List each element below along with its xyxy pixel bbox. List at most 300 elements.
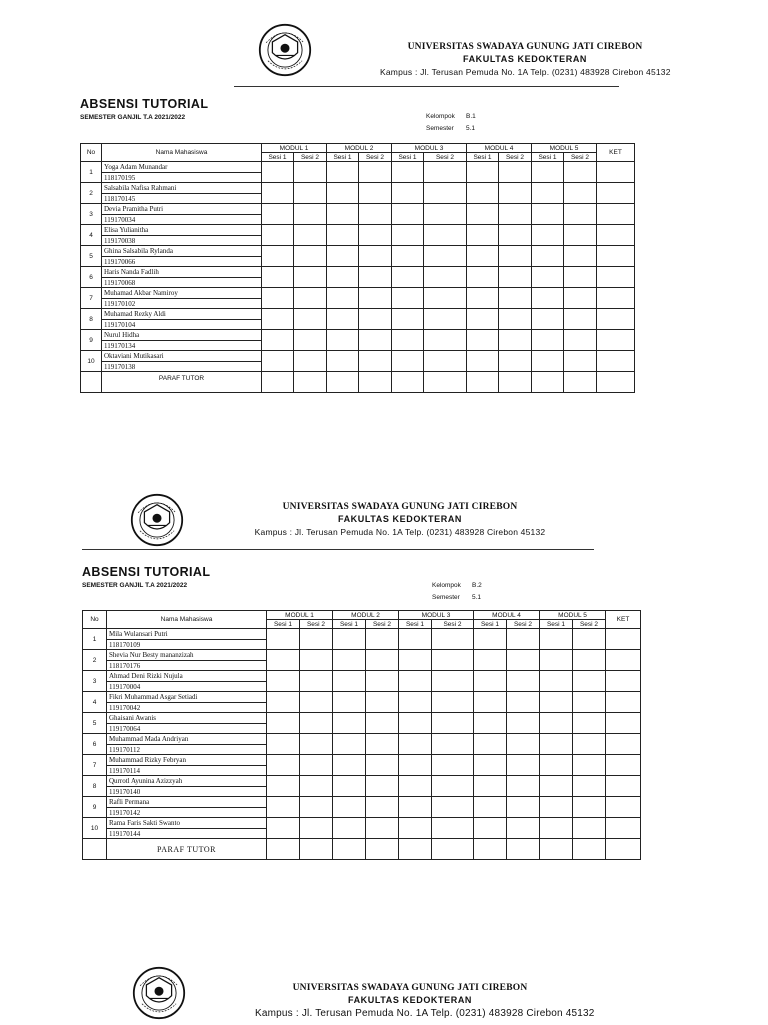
attendance-cell[interactable] xyxy=(540,671,573,692)
row-number: 9 xyxy=(83,797,107,818)
attendance-cell[interactable] xyxy=(507,797,540,818)
attendance-cell[interactable] xyxy=(532,288,564,309)
row-number: 3 xyxy=(83,671,107,692)
table-row xyxy=(81,288,635,299)
attendance-cell[interactable] xyxy=(573,692,606,713)
kelompok-value: B.1 xyxy=(466,113,476,120)
attendance-cell[interactable] xyxy=(499,267,532,288)
attendance-cell[interactable] xyxy=(359,246,392,267)
letterhead xyxy=(380,42,670,77)
attendance-cell[interactable] xyxy=(467,162,499,183)
faculty-name: FAKULTAS KEDOKTERAN xyxy=(337,514,463,524)
attendance-cell[interactable] xyxy=(300,734,333,755)
attendance-cell[interactable] xyxy=(467,183,499,204)
attendance-cell[interactable] xyxy=(507,671,540,692)
attendance-cell[interactable] xyxy=(327,225,359,246)
attendance-cell[interactable] xyxy=(399,776,432,797)
attendance-cell[interactable] xyxy=(294,225,327,246)
student-nim: 119170114 xyxy=(107,766,267,776)
attendance-cell[interactable] xyxy=(474,650,507,671)
ket-cell[interactable] xyxy=(597,267,635,288)
attendance-cell[interactable] xyxy=(294,246,327,267)
attendance-cell[interactable] xyxy=(333,797,366,818)
row-number: 1 xyxy=(81,162,102,183)
attendance-cell[interactable] xyxy=(424,246,467,267)
attendance-cell[interactable] xyxy=(399,734,432,755)
attendance-cell[interactable] xyxy=(262,204,294,225)
attendance-cell[interactable] xyxy=(474,692,507,713)
attendance-cell[interactable] xyxy=(573,713,606,734)
row-number: 9 xyxy=(81,330,102,351)
attendance-cell[interactable] xyxy=(366,671,399,692)
semester-value: 5.1 xyxy=(472,594,482,601)
attendance-cell[interactable] xyxy=(499,288,532,309)
ket-cell[interactable] xyxy=(597,288,635,309)
attendance-cell[interactable] xyxy=(359,330,392,351)
signature-cell[interactable] xyxy=(333,839,366,860)
col-modul-2: MODUL 2 xyxy=(333,611,399,620)
ket-cell[interactable] xyxy=(606,755,641,776)
student-name: Muhammad Rizky Febryan xyxy=(107,755,267,766)
attendance-cell[interactable] xyxy=(507,650,540,671)
ket-cell[interactable] xyxy=(606,776,641,797)
ket-cell[interactable] xyxy=(597,183,635,204)
attendance-cell[interactable] xyxy=(300,692,333,713)
attendance-cell[interactable] xyxy=(540,629,573,650)
ket-cell[interactable] xyxy=(606,671,641,692)
attendance-cell[interactable] xyxy=(262,225,294,246)
attendance-cell[interactable] xyxy=(432,755,474,776)
attendance-cell[interactable] xyxy=(532,183,564,204)
attendance-cell[interactable] xyxy=(564,267,597,288)
signature-cell[interactable] xyxy=(532,372,564,393)
table-row xyxy=(83,650,641,661)
ket-cell[interactable] xyxy=(597,162,635,183)
attendance-cell[interactable] xyxy=(507,713,540,734)
attendance-cell[interactable] xyxy=(467,246,499,267)
attendance-cell[interactable] xyxy=(499,162,532,183)
attendance-cell[interactable] xyxy=(392,309,424,330)
col-sesi-1: Sesi 1 xyxy=(327,153,359,162)
attendance-cell[interactable] xyxy=(267,734,300,755)
attendance-cell[interactable] xyxy=(327,246,359,267)
attendance-cell[interactable] xyxy=(300,797,333,818)
attendance-table xyxy=(80,143,635,393)
semester-label: SEMESTER GANJIL T.A 2021/2022 xyxy=(80,114,186,121)
row-number: 6 xyxy=(81,267,102,288)
attendance-cell[interactable] xyxy=(532,267,564,288)
student-nim: 119170134 xyxy=(102,341,262,351)
attendance-cell[interactable] xyxy=(300,755,333,776)
attendance-cell[interactable] xyxy=(564,225,597,246)
attendance-cell[interactable] xyxy=(333,755,366,776)
attendance-cell[interactable] xyxy=(359,267,392,288)
ket-cell[interactable] xyxy=(597,204,635,225)
attendance-cell[interactable] xyxy=(294,183,327,204)
student-nim: 119170004 xyxy=(107,682,267,692)
attendance-cell[interactable] xyxy=(564,330,597,351)
attendance-cell[interactable] xyxy=(399,797,432,818)
signature-cell[interactable] xyxy=(399,839,432,860)
signature-cell[interactable] xyxy=(573,839,606,860)
student-nim: 119170064 xyxy=(107,724,267,734)
attendance-cell[interactable] xyxy=(267,776,300,797)
attendance-cell[interactable] xyxy=(294,330,327,351)
row-number: 6 xyxy=(83,734,107,755)
university-name: UNIVERSITAS SWADAYA GUNUNG JATI CIREBON xyxy=(292,983,528,993)
attendance-cell[interactable] xyxy=(507,629,540,650)
attendance-cell[interactable] xyxy=(262,330,294,351)
ket-cell[interactable] xyxy=(597,309,635,330)
attendance-cell[interactable] xyxy=(474,797,507,818)
signature-cell[interactable] xyxy=(507,839,540,860)
attendance-cell[interactable] xyxy=(327,183,359,204)
attendance-cell[interactable] xyxy=(294,162,327,183)
attendance-cell[interactable] xyxy=(532,225,564,246)
attendance-cell[interactable] xyxy=(573,797,606,818)
attendance-cell[interactable] xyxy=(267,755,300,776)
attendance-cell[interactable] xyxy=(366,818,399,839)
attendance-cell[interactable] xyxy=(424,330,467,351)
attendance-cell[interactable] xyxy=(300,713,333,734)
attendance-cell[interactable] xyxy=(467,267,499,288)
attendance-cell[interactable] xyxy=(424,351,467,372)
attendance-cell[interactable] xyxy=(399,629,432,650)
attendance-cell[interactable] xyxy=(359,183,392,204)
attendance-cell[interactable] xyxy=(267,671,300,692)
attendance-cell[interactable] xyxy=(532,204,564,225)
attendance-cell[interactable] xyxy=(262,351,294,372)
col-no: No xyxy=(81,144,102,162)
attendance-cell[interactable] xyxy=(366,629,399,650)
attendance-cell[interactable] xyxy=(564,309,597,330)
ket-cell[interactable] xyxy=(597,330,635,351)
attendance-cell[interactable] xyxy=(432,671,474,692)
attendance-cell[interactable] xyxy=(573,629,606,650)
attendance-cell[interactable] xyxy=(262,183,294,204)
attendance-cell[interactable] xyxy=(359,288,392,309)
attendance-cell[interactable] xyxy=(300,650,333,671)
signature-cell[interactable] xyxy=(432,839,474,860)
table-row xyxy=(83,776,641,787)
student-name: Mila Wulansari Putri xyxy=(107,629,267,640)
signature-cell[interactable] xyxy=(392,372,424,393)
attendance-cell[interactable] xyxy=(564,351,597,372)
row-number: 8 xyxy=(81,309,102,330)
attendance-cell[interactable] xyxy=(432,650,474,671)
attendance-cell[interactable] xyxy=(300,629,333,650)
attendance-cell[interactable] xyxy=(499,351,532,372)
attendance-cell[interactable] xyxy=(359,309,392,330)
attendance-cell[interactable] xyxy=(327,267,359,288)
signature-cell[interactable] xyxy=(327,372,359,393)
attendance-cell[interactable] xyxy=(507,734,540,755)
table-row xyxy=(83,629,641,640)
campus-address: Kampus : Jl. Terusan Pemuda No. 1A Telp. (0231) 483928 Cirebon 45132 xyxy=(255,1008,595,1019)
row-number: 5 xyxy=(81,246,102,267)
attendance-cell[interactable] xyxy=(540,797,573,818)
attendance-cell[interactable] xyxy=(540,650,573,671)
student-name: Rafli Permana xyxy=(107,797,267,808)
ket-cell[interactable] xyxy=(597,225,635,246)
attendance-cell[interactable] xyxy=(467,330,499,351)
ket-cell[interactable] xyxy=(606,818,641,839)
attendance-cell[interactable] xyxy=(532,330,564,351)
signature-cell[interactable] xyxy=(474,839,507,860)
signature-cell[interactable] xyxy=(597,372,635,393)
attendance-cell[interactable] xyxy=(366,713,399,734)
attendance-cell[interactable] xyxy=(467,351,499,372)
attendance-cell[interactable] xyxy=(267,629,300,650)
attendance-cell[interactable] xyxy=(366,797,399,818)
signature-cell[interactable] xyxy=(564,372,597,393)
attendance-cell[interactable] xyxy=(573,671,606,692)
attendance-cell[interactable] xyxy=(474,755,507,776)
signature-cell[interactable] xyxy=(262,372,294,393)
signature-cell[interactable] xyxy=(467,372,499,393)
attendance-cell[interactable] xyxy=(564,288,597,309)
attendance-cell[interactable] xyxy=(267,650,300,671)
attendance-cell[interactable] xyxy=(399,671,432,692)
attendance-cell[interactable] xyxy=(573,650,606,671)
attendance-cell[interactable] xyxy=(300,776,333,797)
page-title: ABSENSI TUTORIAL xyxy=(80,97,209,111)
attendance-cell[interactable] xyxy=(294,309,327,330)
attendance-cell[interactable] xyxy=(507,818,540,839)
student-nim: 119170034 xyxy=(102,215,262,225)
attendance-cell[interactable] xyxy=(467,204,499,225)
attendance-cell[interactable] xyxy=(333,776,366,797)
attendance-cell[interactable] xyxy=(424,288,467,309)
student-name: Devia Pramitha Putri xyxy=(102,204,262,215)
attendance-cell[interactable] xyxy=(294,267,327,288)
signature-cell[interactable] xyxy=(424,372,467,393)
attendance-cell[interactable] xyxy=(532,162,564,183)
attendance-cell[interactable] xyxy=(532,246,564,267)
attendance-cell[interactable] xyxy=(564,162,597,183)
attendance-cell[interactable] xyxy=(424,225,467,246)
ket-cell[interactable] xyxy=(606,650,641,671)
attendance-cell[interactable] xyxy=(573,776,606,797)
attendance-cell[interactable] xyxy=(267,692,300,713)
attendance-cell[interactable] xyxy=(540,755,573,776)
ket-cell[interactable] xyxy=(606,713,641,734)
col-sesi-2: Sesi 2 xyxy=(564,153,597,162)
attendance-cell[interactable] xyxy=(573,734,606,755)
attendance-cell[interactable] xyxy=(499,309,532,330)
table-row xyxy=(83,755,641,766)
attendance-cell[interactable] xyxy=(392,351,424,372)
attendance-cell[interactable] xyxy=(540,692,573,713)
attendance-cell[interactable] xyxy=(474,671,507,692)
signature-cell[interactable] xyxy=(540,839,573,860)
attendance-cell[interactable] xyxy=(333,650,366,671)
attendance-cell[interactable] xyxy=(366,650,399,671)
attendance-cell[interactable] xyxy=(467,288,499,309)
attendance-cell[interactable] xyxy=(333,713,366,734)
attendance-cell[interactable] xyxy=(262,246,294,267)
attendance-cell[interactable] xyxy=(262,267,294,288)
row-number: 8 xyxy=(83,776,107,797)
attendance-cell[interactable] xyxy=(467,225,499,246)
attendance-cell[interactable] xyxy=(540,776,573,797)
attendance-cell[interactable] xyxy=(573,818,606,839)
attendance-cell[interactable] xyxy=(262,309,294,330)
attendance-cell[interactable] xyxy=(424,204,467,225)
table-row xyxy=(83,713,641,724)
attendance-cell[interactable] xyxy=(507,776,540,797)
attendance-cell[interactable] xyxy=(499,225,532,246)
attendance-cell[interactable] xyxy=(267,797,300,818)
table-row xyxy=(83,818,641,829)
signature-cell[interactable] xyxy=(267,839,300,860)
campus-address: Kampus : Jl. Terusan Pemuda No. 1A Telp. (0231) 483928 Cirebon 45132 xyxy=(254,527,546,537)
attendance-cell[interactable] xyxy=(366,776,399,797)
attendance-cell[interactable] xyxy=(540,713,573,734)
attendance-cell[interactable] xyxy=(300,818,333,839)
student-name: Elisa Yulianitha xyxy=(102,225,262,236)
attendance-cell[interactable] xyxy=(392,183,424,204)
attendance-cell[interactable] xyxy=(327,204,359,225)
row-number: 7 xyxy=(81,288,102,309)
attendance-cell[interactable] xyxy=(399,692,432,713)
ket-cell[interactable] xyxy=(606,797,641,818)
attendance-cell[interactable] xyxy=(366,734,399,755)
attendance-cell[interactable] xyxy=(432,818,474,839)
attendance-cell[interactable] xyxy=(540,818,573,839)
attendance-cell[interactable] xyxy=(359,225,392,246)
attendance-cell[interactable] xyxy=(474,629,507,650)
signature-cell[interactable] xyxy=(499,372,532,393)
header-rule xyxy=(234,86,619,87)
signature-cell[interactable] xyxy=(359,372,392,393)
col-sesi-2: Sesi 2 xyxy=(507,620,540,629)
signature-cell[interactable] xyxy=(294,372,327,393)
attendance-cell[interactable] xyxy=(327,309,359,330)
attendance-cell[interactable] xyxy=(366,692,399,713)
table-row xyxy=(83,734,641,745)
attendance-cell[interactable] xyxy=(294,288,327,309)
attendance-cell[interactable] xyxy=(540,734,573,755)
table-row xyxy=(83,797,641,808)
attendance-cell[interactable] xyxy=(474,734,507,755)
attendance-cell[interactable] xyxy=(499,246,532,267)
signature-cell[interactable] xyxy=(366,839,399,860)
signature-cell[interactable] xyxy=(606,839,641,860)
attendance-cell[interactable] xyxy=(424,183,467,204)
attendance-cell[interactable] xyxy=(432,734,474,755)
signature-cell[interactable] xyxy=(300,839,333,860)
attendance-cell[interactable] xyxy=(333,629,366,650)
attendance-cell[interactable] xyxy=(532,351,564,372)
attendance-cell[interactable] xyxy=(366,755,399,776)
attendance-cell[interactable] xyxy=(507,692,540,713)
attendance-cell[interactable] xyxy=(392,246,424,267)
student-nim: 118170195 xyxy=(102,173,262,183)
attendance-cell[interactable] xyxy=(359,162,392,183)
attendance-cell[interactable] xyxy=(267,713,300,734)
attendance-cell[interactable] xyxy=(327,288,359,309)
attendance-cell[interactable] xyxy=(573,755,606,776)
attendance-cell[interactable] xyxy=(333,671,366,692)
attendance-cell[interactable] xyxy=(564,246,597,267)
letterhead xyxy=(250,502,550,537)
attendance-cell[interactable] xyxy=(499,204,532,225)
attendance-cell[interactable] xyxy=(327,162,359,183)
col-sesi-2: Sesi 2 xyxy=(424,153,467,162)
attendance-cell[interactable] xyxy=(392,330,424,351)
attendance-cell[interactable] xyxy=(392,225,424,246)
table-row xyxy=(81,330,635,341)
student-name: Fikri Muhammad Asgar Setiadi xyxy=(107,692,267,703)
attendance-cell[interactable] xyxy=(327,351,359,372)
attendance-cell[interactable] xyxy=(359,204,392,225)
attendance-cell[interactable] xyxy=(333,692,366,713)
attendance-cell[interactable] xyxy=(432,776,474,797)
attendance-cell[interactable] xyxy=(474,818,507,839)
student-name: Muhammad Mada Andriyan xyxy=(107,734,267,745)
attendance-cell[interactable] xyxy=(424,162,467,183)
attendance-cell[interactable] xyxy=(262,162,294,183)
attendance-cell[interactable] xyxy=(392,162,424,183)
kelompok-value: B.2 xyxy=(472,582,482,589)
attendance-cell[interactable] xyxy=(392,204,424,225)
attendance-cell[interactable] xyxy=(294,204,327,225)
student-nim: 119170068 xyxy=(102,278,262,288)
attendance-cell[interactable] xyxy=(399,650,432,671)
attendance-cell[interactable] xyxy=(432,713,474,734)
attendance-cell[interactable] xyxy=(333,734,366,755)
attendance-cell[interactable] xyxy=(424,267,467,288)
attendance-cell[interactable] xyxy=(294,351,327,372)
attendance-cell[interactable] xyxy=(399,818,432,839)
campus-address: Kampus : Jl. Terusan Pemuda No. 1A Telp. (0231) 483928 Cirebon 45132 xyxy=(380,67,671,77)
attendance-cell[interactable] xyxy=(333,818,366,839)
attendance-cell[interactable] xyxy=(564,204,597,225)
attendance-cell[interactable] xyxy=(327,330,359,351)
attendance-cell[interactable] xyxy=(392,267,424,288)
attendance-cell[interactable] xyxy=(499,330,532,351)
attendance-cell[interactable] xyxy=(424,309,467,330)
ket-cell[interactable] xyxy=(606,629,641,650)
attendance-cell[interactable] xyxy=(399,755,432,776)
attendance-cell[interactable] xyxy=(262,288,294,309)
attendance-cell[interactable] xyxy=(564,183,597,204)
attendance-cell[interactable] xyxy=(359,351,392,372)
student-rows xyxy=(81,162,635,372)
attendance-cell[interactable] xyxy=(267,818,300,839)
ket-cell[interactable] xyxy=(606,734,641,755)
attendance-cell[interactable] xyxy=(474,713,507,734)
student-nim: 119170140 xyxy=(107,787,267,797)
attendance-cell[interactable] xyxy=(392,288,424,309)
attendance-cell[interactable] xyxy=(499,183,532,204)
attendance-cell[interactable] xyxy=(300,671,333,692)
attendance-cell[interactable] xyxy=(432,629,474,650)
attendance-cell[interactable] xyxy=(507,755,540,776)
ket-cell[interactable] xyxy=(597,351,635,372)
attendance-cell[interactable] xyxy=(432,797,474,818)
attendance-cell[interactable] xyxy=(432,692,474,713)
attendance-cell[interactable] xyxy=(467,309,499,330)
ket-cell[interactable] xyxy=(597,246,635,267)
university-logo-icon xyxy=(258,23,312,77)
attendance-cell[interactable] xyxy=(474,776,507,797)
attendance-cell[interactable] xyxy=(532,309,564,330)
attendance-cell[interactable] xyxy=(399,713,432,734)
ket-cell[interactable] xyxy=(606,692,641,713)
row-number: 10 xyxy=(81,351,102,372)
